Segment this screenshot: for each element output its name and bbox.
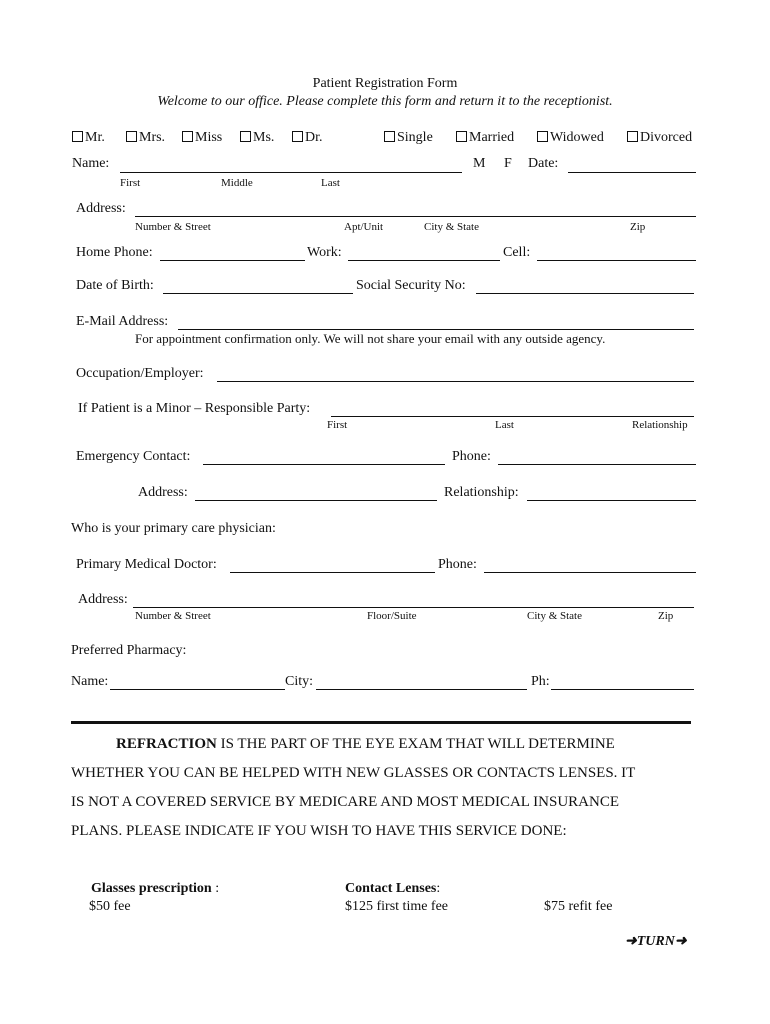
checkbox-married[interactable]: Married: [456, 131, 514, 145]
cell-phone-field[interactable]: [537, 260, 696, 261]
refraction-line-3: IS NOT A COVERED SERVICE BY MEDICARE AND MOST MEDICAL INSURANCE: [71, 794, 620, 810]
checkbox-square-icon[interactable]: [240, 131, 251, 142]
arrow-right-icon: ➜: [674, 934, 687, 949]
pharmacy-city-label: City:: [285, 674, 314, 689]
checkbox-miss[interactable]: Miss: [182, 131, 222, 145]
date-label: Date:: [528, 156, 559, 171]
minor-sub-last: Last: [495, 419, 514, 431]
checkbox-divorced[interactable]: Divorced: [627, 131, 692, 145]
pmd-address-label: Address:: [78, 592, 128, 607]
work-phone-label: Work:: [307, 245, 342, 260]
pmd-sub-floor: Floor/Suite: [367, 610, 417, 622]
pmd-sub-street: Number & Street: [135, 610, 211, 622]
email-note: For appointment confirmation only. We will not share your email with any outside agency.: [135, 331, 606, 346]
emergency-phone-label: Phone:: [452, 449, 491, 464]
refraction-line-1: REFRACTION IS THE PART OF THE EYE EXAM THAT WILL DETERMINE: [116, 736, 615, 752]
pmd-address-field[interactable]: [133, 607, 694, 608]
address-label: Address:: [76, 201, 126, 216]
checkbox-square-icon[interactable]: [182, 131, 193, 142]
address-field[interactable]: [135, 216, 696, 217]
pmd-sub-city: City & State: [527, 610, 582, 622]
home-phone-label: Home Phone:: [76, 245, 153, 260]
date-field[interactable]: [568, 172, 696, 173]
name-label: Name:: [72, 156, 110, 171]
contacts-label: Contact Lenses: [345, 881, 437, 896]
checkbox-square-icon[interactable]: [537, 131, 548, 142]
minor-sub-relationship: Relationship: [632, 419, 688, 431]
checkbox-ms[interactable]: Ms.: [240, 131, 274, 145]
checkbox-square-icon[interactable]: [627, 131, 638, 142]
arrow-right-icon: ➜: [625, 934, 637, 949]
contacts-fee: $125 first time fee: [345, 899, 449, 914]
sex-f-label[interactable]: F: [504, 156, 512, 171]
cell-phone-label: Cell:: [503, 245, 531, 260]
emergency-address-field[interactable]: [195, 500, 437, 501]
ssn-field[interactable]: [476, 293, 694, 294]
occupation-field[interactable]: [217, 381, 694, 382]
checkbox-square-icon[interactable]: [456, 131, 467, 142]
refraction-line-2: WHETHER YOU CAN BE HELPED WITH NEW GLASSES OR CONTACTS LENSES. IT: [71, 765, 636, 781]
address-sub-street: Number & Street: [135, 221, 211, 233]
checkbox-widowed[interactable]: Widowed: [537, 131, 604, 145]
occupation-label: Occupation/Employer:: [76, 366, 204, 381]
emergency-phone-field[interactable]: [498, 464, 696, 465]
pharmacy-name-label: Name:: [71, 674, 109, 689]
emergency-address-label: Address:: [138, 485, 188, 500]
pmd-phone-field[interactable]: [484, 572, 696, 573]
pharmacy-ph-field[interactable]: [551, 689, 694, 690]
checkbox-square-icon[interactable]: [292, 131, 303, 142]
email-field[interactable]: [178, 329, 694, 330]
pharmacy-name-field[interactable]: [110, 689, 285, 690]
address-sub-city: City & State: [424, 221, 479, 233]
pmd-phone-label: Phone:: [438, 557, 477, 572]
contacts-option[interactable]: Contact Lenses:: [345, 881, 441, 896]
pharmacy-city-field[interactable]: [316, 689, 527, 690]
glasses-option[interactable]: Glasses prescription :: [91, 881, 220, 896]
turn-indicator: ➜TURN➜: [625, 934, 687, 949]
form-title: Patient Registration Form: [312, 76, 458, 91]
checkbox-mr[interactable]: Mr.: [72, 131, 105, 145]
sex-m-label[interactable]: M: [473, 156, 486, 171]
physician-question: Who is your primary care physician:: [71, 521, 276, 536]
ssn-label: Social Security No:: [356, 278, 466, 293]
emergency-relationship-field[interactable]: [527, 500, 696, 501]
pmd-sub-zip: Zip: [658, 610, 674, 622]
pharmacy-ph-label: Ph:: [531, 674, 550, 689]
glasses-label: Glasses prescription: [91, 881, 212, 896]
minor-label: If Patient is a Minor – Responsible Party:: [78, 401, 311, 416]
pmd-label: Primary Medical Doctor:: [76, 557, 217, 572]
dob-field[interactable]: [163, 293, 353, 294]
refraction-keyword: REFRACTION: [116, 736, 217, 752]
work-phone-field[interactable]: [348, 260, 500, 261]
emergency-contact-field[interactable]: [203, 464, 445, 465]
refit-fee[interactable]: $75 refit fee: [544, 899, 613, 914]
name-field[interactable]: [120, 172, 462, 173]
pharmacy-label: Preferred Pharmacy:: [71, 643, 187, 658]
glasses-fee: $50 fee: [89, 899, 131, 914]
checkbox-dr[interactable]: Dr.: [292, 131, 323, 145]
minor-field[interactable]: [331, 416, 694, 417]
checkbox-square-icon[interactable]: [384, 131, 395, 142]
minor-sub-first: First: [327, 419, 348, 431]
name-sub-last: Last: [321, 177, 340, 189]
email-label: E-Mail Address:: [76, 314, 169, 329]
name-sub-middle: Middle: [221, 177, 253, 189]
emergency-contact-label: Emergency Contact:: [76, 449, 191, 464]
dob-label: Date of Birth:: [76, 278, 154, 293]
checkbox-mrs[interactable]: Mrs.: [126, 131, 165, 145]
home-phone-field[interactable]: [160, 260, 305, 261]
checkbox-square-icon[interactable]: [126, 131, 137, 142]
address-sub-apt: Apt/Unit: [344, 221, 384, 233]
form-subtitle: Welcome to our office. Please complete this form and return it to the receptionist.: [157, 94, 613, 109]
checkbox-square-icon[interactable]: [72, 131, 83, 142]
checkbox-single[interactable]: Single: [384, 131, 433, 145]
address-sub-zip: Zip: [630, 221, 646, 233]
refraction-line-4: PLANS. PLEASE INDICATE IF YOU WISH TO HAVE THIS SERVICE DONE:: [71, 823, 567, 839]
pmd-field[interactable]: [230, 572, 435, 573]
emergency-relationship-label: Relationship:: [444, 485, 519, 500]
name-sub-first: First: [120, 177, 141, 189]
section-divider: [71, 721, 691, 724]
